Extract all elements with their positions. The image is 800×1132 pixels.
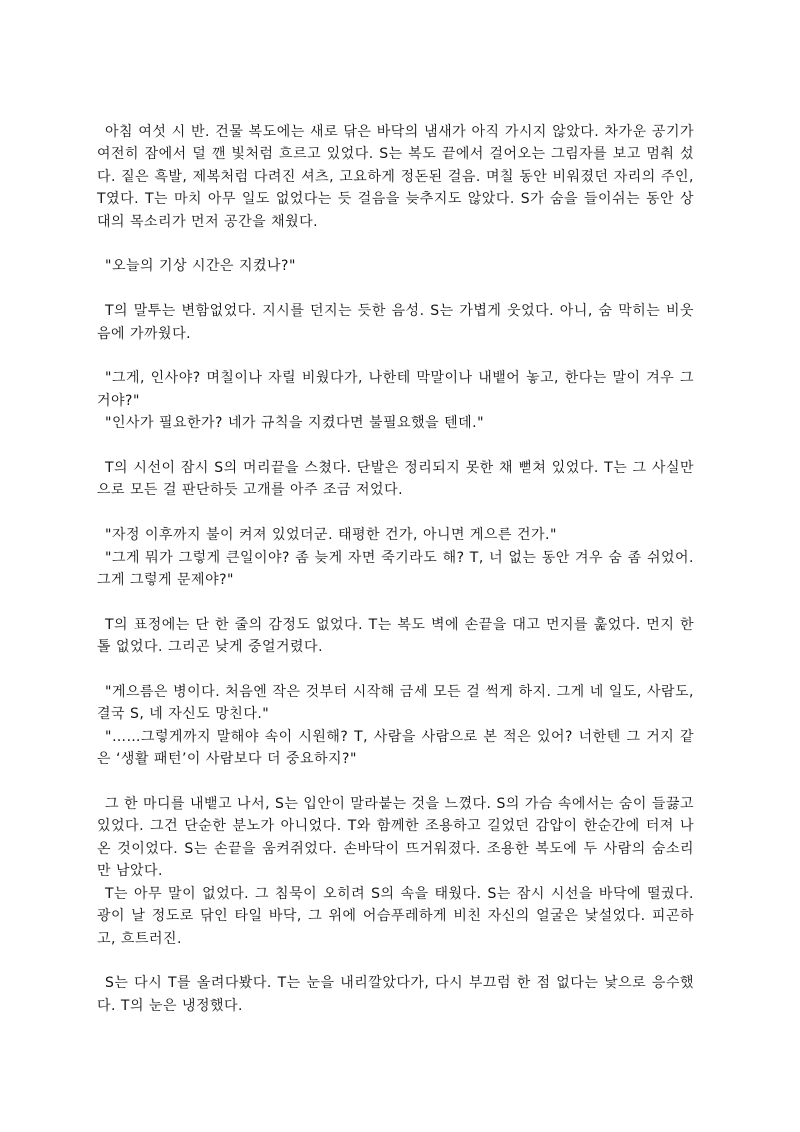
paragraph-group bbox=[97, 524, 694, 591]
paragraph-group bbox=[97, 367, 694, 434]
paragraph: "게으름은 병이다. 처음엔 작은 것부터 시작해 금세 모든 걸 썩게 하지. 그게 네 일도, 사람도, 결국 S, 네 자신도 망친다." bbox=[97, 684, 694, 723]
paragraph: "인사가 필요한가? 네가 규칙을 지켰다면 불필요했을 텐데." bbox=[105, 415, 485, 432]
paragraph: T는 아무 말이 없었다. 그 침묵이 오히려 S의 속을 태웠다. S는 잠시 시선을 바닥에 떨궜다. 광이 날 정도로 닦인 타일 바닥, 그 위에 어슴푸레하게 비친 자신의 얼굴은 낯설었다. 피곤하고, 흐트러진. bbox=[97, 885, 694, 947]
paragraph-group bbox=[97, 793, 694, 950]
paragraph-group bbox=[97, 457, 694, 502]
paragraph: T의 시선이 잠시 S의 머리끝을 스쳤다. 단발은 정리되지 못한 채 뻗쳐 있었다. T는 그 사실만으로 모든 걸 판단하듯 고개를 아주 조금 저었다. bbox=[97, 460, 694, 499]
paragraph: T의 표정에는 단 한 줄의 감정도 없었다. T는 복도 벽에 손끝을 대고 먼지를 훑었다. 먼지 한 톨 없었다. 그리곤 낮게 중얼거렸다. bbox=[97, 616, 694, 656]
paragraph: "그게 뭐가 그렇게 큰일이야? 좀 늦게 자면 죽기라도 해? T, 너 없는 동안 겨우 숨 좀 쉬었어. 그게 그렇게 문제야?" bbox=[97, 549, 694, 589]
paragraph-group bbox=[97, 972, 694, 1017]
paragraph-group bbox=[97, 614, 694, 659]
paragraph: 그 한 마디를 내뱉고 나서, S는 입안이 말라붙는 것을 느꼈다. S의 가슴 속에서는 숨이 들끓고 있었다. 그건 단순한 분노가 아니었다. T와 함께한 조용하고 길었던 감압이 한순간에 터져 나온 것이었다. S는 손끝을 움켜쥐었다. 손바닥이 뜨거워졌다. 조용한 복도에 두 사람의 숨소리만 남았다. bbox=[97, 796, 694, 880]
paragraph: "……그렇게까지 말해야 속이 시원해? T, 사람을 사람으로 본 적은 있어? 너한텐 그 거지 같은 ‘생활 패턴’이 사람보다 더 중요하지?" bbox=[97, 728, 694, 768]
document-page bbox=[97, 121, 694, 1017]
paragraph-group bbox=[97, 681, 694, 771]
paragraph: "오늘의 기상 시간은 지켰나?" bbox=[105, 258, 296, 275]
paragraph-group bbox=[97, 121, 694, 233]
paragraph: T의 말투는 변함없었다. 지시를 던지는 듯한 음성. S는 가볍게 웃었다. 아니, 숨 막히는 비웃음에 가까웠다. bbox=[97, 303, 694, 342]
paragraph: 아침 여섯 시 반. 건물 복도에는 새로 닦은 바닥의 냄새가 아직 가시지 않았다. 차가운 공기가 여전히 잠에서 덜 깬 빛처럼 흐르고 있었다. S는 복도 끝에서 걸어오는 그림자를 보고 멈춰 섰다. 짙은 흑발, 제복처럼 다려진 셔츠, 고요하게 정돈된 걸음. 며칠 동안 비워졌던 자리의 주인, T였다. T는 마치 아무 일도 없었다는 듯 걸음을 늦추지도 않았다. S가 숨을 들이쉬는 동안 상대의 목소리가 먼저 공간을 채웠다. bbox=[97, 124, 694, 230]
paragraph: "자정 이후까지 불이 켜져 있었더군. 태평한 건가, 아니면 게으른 건가." bbox=[105, 527, 557, 544]
paragraph-group bbox=[97, 300, 694, 345]
paragraph-group bbox=[97, 255, 694, 277]
paragraph: S는 다시 T를 올려다봤다. T는 눈을 내리깔았다가, 다시 부끄럼 한 점 없다는 낯으로 응수했다. T의 눈은 냉정했다. bbox=[97, 975, 694, 1014]
paragraph: "그게, 인사야? 며칠이나 자릴 비웠다가, 나한테 막말이나 내뱉어 놓고, 한다는 말이 겨우 그거야?" bbox=[97, 370, 694, 409]
